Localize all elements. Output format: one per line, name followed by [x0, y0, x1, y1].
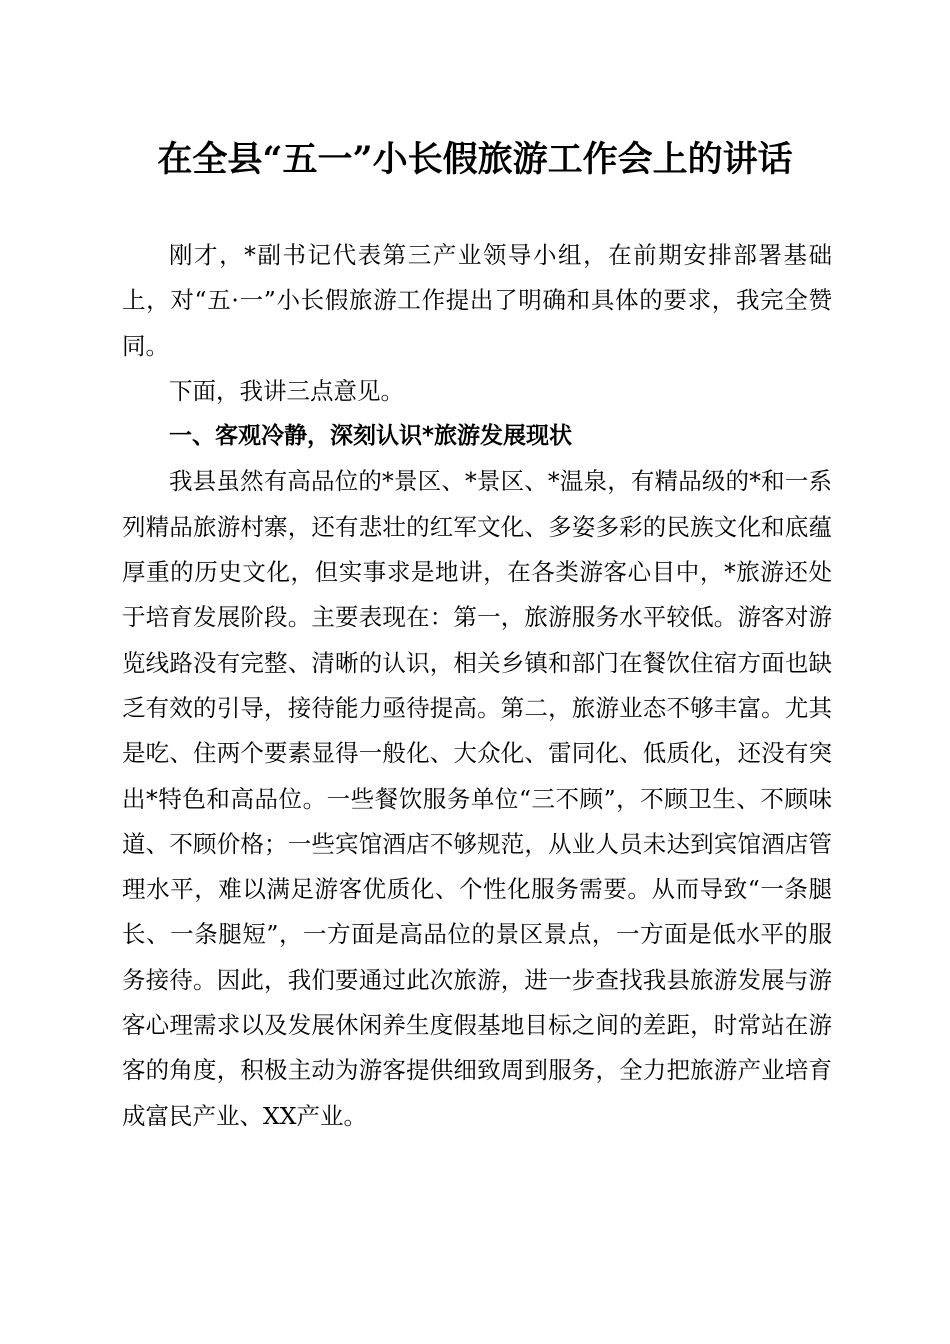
- paragraph-intro: 下面，我讲三点意见。: [169, 376, 404, 405]
- document-title: 在全县“五一”小长假旅游工作会上的讲话: [157, 139, 793, 180]
- document-body: [122, 233, 832, 1139]
- paragraph-opening: 刚才，*副书记代表第三产业领导小组，在前期安排部署基础上，对“五·一”小长假旅游工作提出了明确和具体的要求，我完全赞同。: [122, 241, 832, 360]
- section-heading: 一、客观冷静，深刻认识*旅游发展现状: [169, 423, 573, 450]
- paragraph-section-body: 我县虽然有高品位的*景区、*景区、*温泉，有精品级的*和一系列精品旅游村寨，还有悲壮的红军文化、多姿多彩的民族文化和底蕴厚重的历史文化，但实事求是地讲，在各类游客心目中，*旅游还处于培育发展阶段。主要表现在：第一，旅游服务水平较低。游客对游览线路没有完整、清晰的认识，相关乡镇和部门在餐饮住宿方面也缺乏有效的引导，接待能力亟待提高。第二，旅游业态不够丰富。尤其是吃、住两个要素显得一般化、大众化、雷同化、低质化，还没有突出*特色和高品位。一些餐饮服务单位“三不顾”，不顾卫生、不顾味道、不顾价格；一些宾馆酒店不够规范，从业人员未达到宾馆酒店管理水平，难以满足游客优质化、个性化服务需要。从而导致“一条腿长、一条腿短”，一方面是高品位的景区景点，一方面是低水平的服务接待。因此，我们要通过此次旅游，进一步查找我县旅游发展与游客心理需求以及发展休闲养生度假基地目标之间的差距，时常站在游客的角度，积极主动为游客提供细致周到服务，全力把旅游产业培育成富民产业、XX产业。: [122, 467, 832, 1130]
